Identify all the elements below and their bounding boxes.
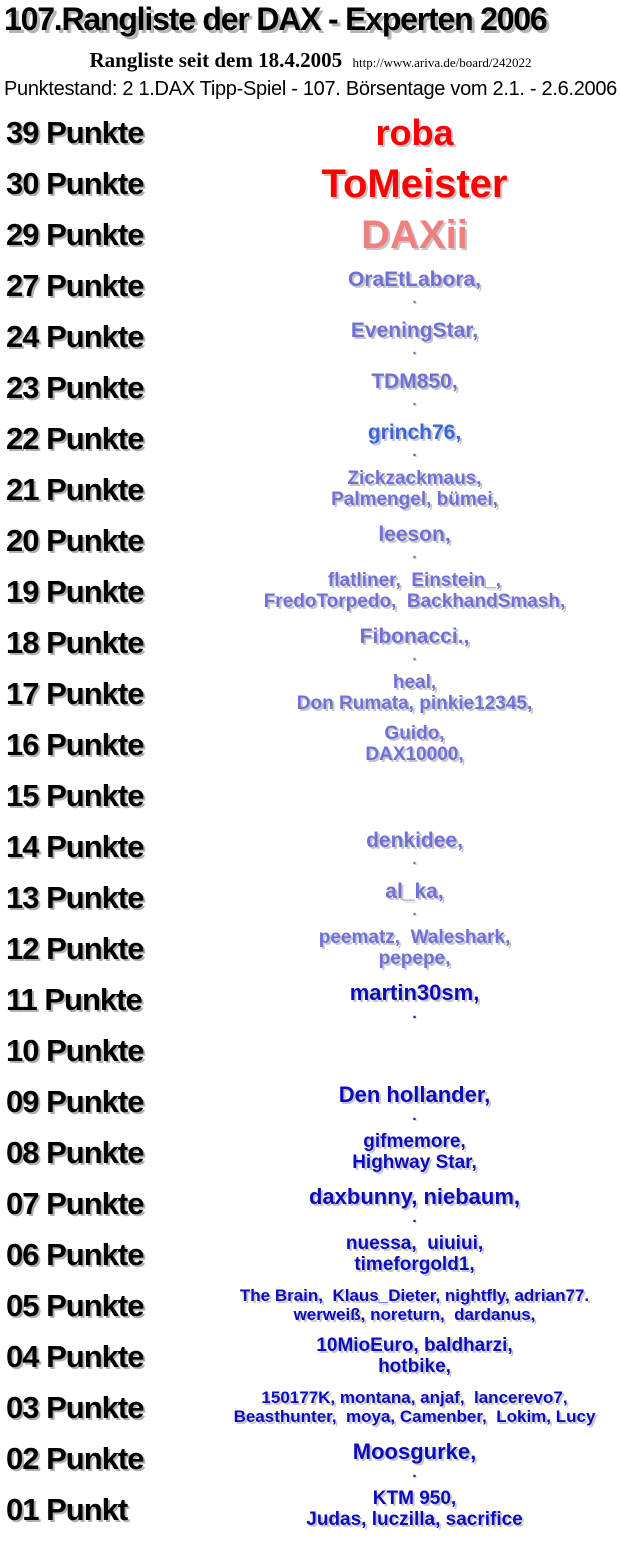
table-row <box>0 158 621 209</box>
player-names: Den hollander, <box>338 1082 491 1108</box>
player-names: KTM 950, <box>372 1487 457 1509</box>
names-cell <box>218 1287 621 1324</box>
points-label: 19 Punkte <box>6 573 144 609</box>
points-label: 18 Punkte <box>6 624 144 660</box>
points-label: 10 Punkte <box>6 1032 144 1068</box>
separator-dot: . <box>412 392 417 410</box>
table-row <box>0 1076 621 1127</box>
separator-dot: . <box>412 851 417 869</box>
names-cell <box>218 1132 621 1174</box>
points-label: 01 Punkt <box>6 1491 128 1527</box>
player-names: gifmemore, <box>363 1130 466 1152</box>
points-label: 20 Punkte <box>6 522 144 558</box>
points-label: 12 Punkte <box>6 930 144 966</box>
points-label: 30 Punkte <box>6 165 144 201</box>
points-label: 13 Punkte <box>6 879 144 915</box>
subtitle-line <box>0 48 621 73</box>
separator-dot: . <box>412 1463 417 1481</box>
player-names: EveningStar, <box>350 318 479 342</box>
player-names: The Brain, Klaus_Dieter, nightfly, adrian77. <box>239 1285 590 1305</box>
names-cell <box>218 212 621 257</box>
names-cell <box>218 624 621 665</box>
subtitle: Rangliste seit dem 18.4.2005 <box>89 48 343 72</box>
names-cell <box>218 980 621 1022</box>
player-names: roba <box>375 111 454 153</box>
table-row <box>0 1280 621 1331</box>
names-cell <box>218 1389 621 1426</box>
table-row <box>0 770 621 821</box>
table-row <box>0 1382 621 1433</box>
names-cell <box>218 1439 621 1481</box>
board-url: http://www.ariva.de/board/242022 <box>352 55 532 70</box>
player-names: DAXii <box>361 212 468 257</box>
names-cell <box>218 1184 621 1226</box>
player-names: 150177K, montana, anjaf, lancerevo7, <box>261 1387 568 1407</box>
table-row <box>0 209 621 260</box>
points-label: 27 Punkte <box>6 267 144 303</box>
separator-dot: . <box>412 1004 417 1022</box>
player-names: Fibonacci., <box>359 624 470 648</box>
names-cell <box>218 267 621 308</box>
table-row <box>0 515 621 566</box>
names-cell <box>218 1234 621 1276</box>
separator-dot: . <box>412 1208 417 1226</box>
names-cell <box>218 420 621 461</box>
points-label: 04 Punkte <box>6 1338 144 1374</box>
player-names: OraEtLabora, <box>347 267 482 291</box>
table-row <box>0 311 621 362</box>
player-names: Zickzackmaus, <box>347 467 482 489</box>
table-row <box>0 1229 621 1280</box>
points-label: 02 Punkte <box>6 1440 144 1476</box>
names-cell <box>218 161 621 206</box>
player-names: Beasthunter, moya, Camenber, Lokim, Lucy <box>233 1406 596 1426</box>
player-names: pepepe, <box>378 947 451 969</box>
table-row <box>0 362 621 413</box>
player-names: flatliner, Einstein_, <box>327 569 502 591</box>
table-row <box>0 821 621 872</box>
player-names: Judas, luczilla, sacrifice <box>306 1508 523 1530</box>
player-names: nuessa, uiuiui, <box>345 1232 484 1254</box>
table-row <box>0 1025 621 1076</box>
player-names: DAX10000, <box>365 743 464 765</box>
ranking-list <box>0 107 621 1535</box>
points-label: 11 Punkte <box>6 981 142 1017</box>
table-row <box>0 107 621 158</box>
player-names: Palmengel, bümei, <box>331 488 498 510</box>
table-row <box>0 617 621 668</box>
points-label: 39 Punkte <box>6 114 144 150</box>
player-names: hotbike, <box>378 1355 451 1377</box>
table-row <box>0 872 621 923</box>
player-names: FredoTorpedo, BackhandSmash, <box>263 590 566 612</box>
table-row <box>0 566 621 617</box>
points-label: 14 Punkte <box>6 828 144 864</box>
names-cell <box>218 111 621 153</box>
points-label: 15 Punkte <box>6 777 144 813</box>
table-row <box>0 1127 621 1178</box>
names-cell <box>218 369 621 410</box>
separator-dot: . <box>412 647 417 665</box>
points-label: 09 Punkte <box>6 1083 144 1119</box>
points-label: 08 Punkte <box>6 1134 144 1170</box>
points-label: 03 Punkte <box>6 1389 144 1425</box>
names-cell <box>218 673 621 715</box>
player-names: Highway Star, <box>352 1151 477 1173</box>
separator-dot: . <box>412 902 417 920</box>
points-label: 05 Punkte <box>6 1287 144 1323</box>
names-cell <box>218 928 621 970</box>
separator-dot: . <box>412 290 417 308</box>
player-names: daxbunny, niebaum, <box>308 1184 521 1210</box>
points-label: 07 Punkte <box>6 1185 144 1221</box>
names-cell <box>218 1082 621 1124</box>
names-cell <box>218 1489 621 1531</box>
points-info-line: Punktestand: 2 1.DAX Tipp-Spiel - 107. Börsentage vom 2.1. - 2.6.2006 <box>3 78 617 100</box>
names-cell <box>218 724 621 766</box>
player-names: ToMeister <box>321 161 508 206</box>
table-row <box>0 668 621 719</box>
table-row <box>0 974 621 1025</box>
player-names: al_ka, <box>385 879 444 903</box>
separator-dot: . <box>412 545 417 563</box>
player-names: martin30sm, <box>349 980 480 1006</box>
points-label: 16 Punkte <box>6 726 144 762</box>
player-names: grinch76, <box>367 420 462 444</box>
player-names: leeson, <box>378 522 451 546</box>
points-label: 23 Punkte <box>6 369 144 405</box>
player-names: TDM850, <box>371 369 458 393</box>
points-label: 29 Punkte <box>6 216 144 252</box>
page-title: 107.Rangliste der DAX - Experten 2006 <box>4 1 547 37</box>
names-cell <box>218 828 621 869</box>
separator-dot: . <box>412 1106 417 1124</box>
table-row <box>0 1178 621 1229</box>
names-cell <box>218 318 621 359</box>
points-label: 24 Punkte <box>6 318 144 354</box>
player-names: Guido, <box>384 722 445 744</box>
names-cell <box>218 1336 621 1378</box>
points-label: 06 Punkte <box>6 1236 144 1272</box>
table-row <box>0 1433 621 1484</box>
player-names: 10MioEuro, baldharzi, <box>316 1334 513 1356</box>
names-cell <box>218 879 621 920</box>
table-row <box>0 1484 621 1535</box>
table-row <box>0 1331 621 1382</box>
player-names: werweiß, noreturn, dardanus, <box>293 1304 536 1324</box>
separator-dot: . <box>412 341 417 359</box>
player-names: heal, <box>392 671 437 693</box>
points-label: 17 Punkte <box>6 675 144 711</box>
page-header <box>0 0 621 101</box>
points-label: 21 Punkte <box>6 471 144 507</box>
player-names: timeforgold1, <box>354 1253 475 1275</box>
names-cell <box>218 522 621 563</box>
table-row <box>0 464 621 515</box>
separator-dot: . <box>412 443 417 461</box>
table-row <box>0 260 621 311</box>
points-label: 22 Punkte <box>6 420 144 456</box>
player-names: denkidee, <box>366 828 463 852</box>
table-row <box>0 719 621 770</box>
player-names: Moosgurke, <box>352 1439 477 1465</box>
table-row <box>0 413 621 464</box>
player-names: Don Rumata, pinkie12345, <box>296 692 533 714</box>
names-cell <box>218 469 621 511</box>
player-names: peematz, Waleshark, <box>318 926 511 948</box>
names-cell <box>218 571 621 613</box>
table-row <box>0 923 621 974</box>
